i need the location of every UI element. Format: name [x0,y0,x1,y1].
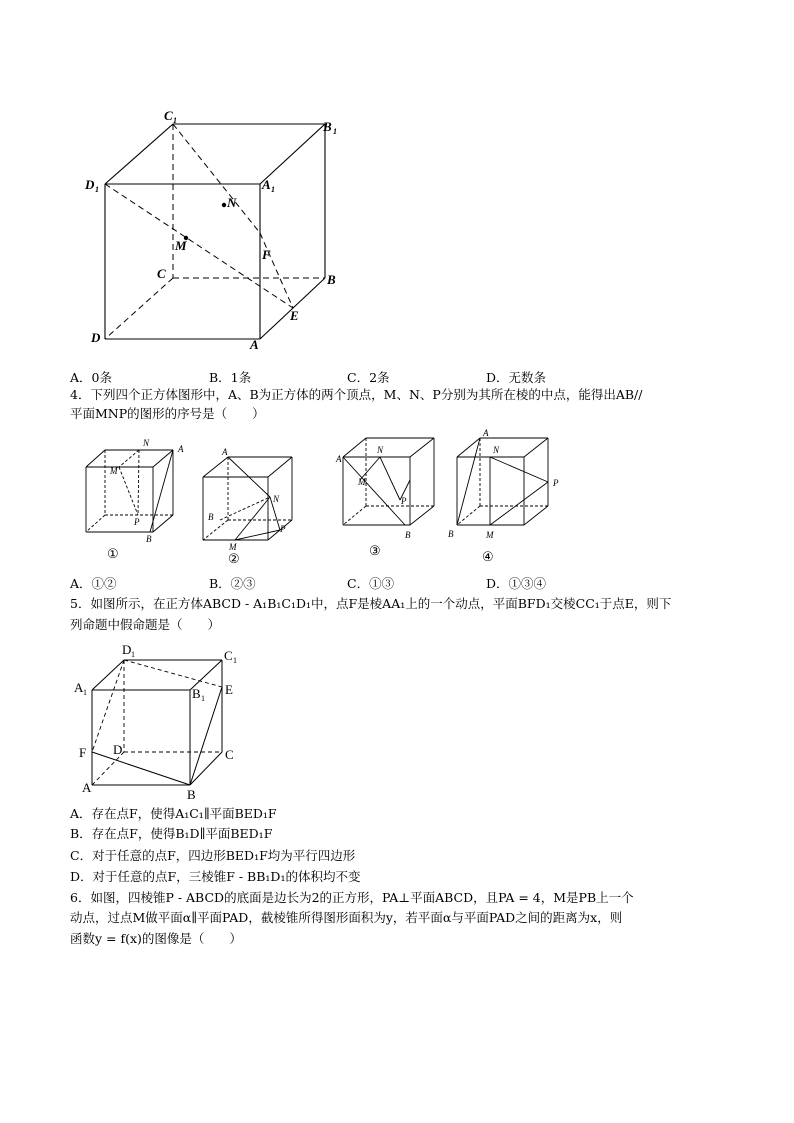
q5-label-D1: D [122,642,132,657]
q5-label-D: D [113,742,123,757]
q4-option-c[interactable]: C．①③ [347,576,395,591]
q3-label-A: A [250,337,259,352]
q3-label-B1: B [323,119,332,134]
q3-label-B: B [327,272,336,287]
q5-cube-figure [0,635,300,805]
svg-text:P: P [134,517,140,527]
svg-text:1: 1 [233,656,237,665]
q4-fig-num-3: ③ [369,543,381,558]
q4-figures [0,420,794,570]
q3-label-D1: D [85,177,95,192]
q5-label-A1: A [74,680,84,695]
q5-label-E: E [225,682,233,697]
q3-label-N: N [227,195,237,210]
q5-label-B: B [187,787,196,802]
svg-text:1: 1 [173,116,177,125]
q5-option-c[interactable]: C．对于任意的点F，四边形BED₁F均为平行四边形 [70,848,356,863]
q3-label-E: E [290,308,299,323]
svg-text:P: P [280,524,286,534]
q5-label-C: C [225,747,234,762]
q4-fig-num-4: ④ [482,549,494,564]
q5-option-a[interactable]: A．存在点F，使得A₁C₁∥平面BED₁F [70,806,277,821]
q4-option-d[interactable]: D．①③④ [486,576,547,591]
q5-stem-line2: 列命题中假命题是（ ） [70,617,221,632]
q5-label-C1: C [224,648,233,663]
svg-text:A: A [222,447,228,457]
svg-text:1: 1 [333,127,337,136]
q5-option-b[interactable]: B．存在点F，使得B₁D∥平面BED₁F [70,826,273,841]
svg-text:P: P [553,478,559,488]
q4-fig-num-1: ① [107,546,119,561]
svg-text:1: 1 [201,694,205,703]
q3-option-a[interactable]: A．0条 [70,370,112,385]
q3-label-A1: A [262,177,271,192]
svg-text:P: P [401,496,407,506]
q5-label-A: A [82,780,92,795]
svg-text:1: 1 [83,688,87,697]
q5-stem-line1: 5．如图所示，在正方体ABCD - A₁B₁C₁D₁中，点F是棱AA₁上的一个动点，平面BFD₁交棱CC₁于点E，则下 [70,596,672,611]
q4-option-b[interactable]: B．②③ [209,576,256,591]
q4-option-a[interactable]: A．①② [70,576,117,591]
q5-label-F: F [79,745,87,760]
q6-stem-line3: 函数y = f(x)的图像是（ ） [70,931,242,946]
q5-label-B1: B [192,686,201,701]
svg-text:M: M [229,542,237,552]
svg-text:B: B [208,512,214,522]
svg-text:1: 1 [271,185,275,194]
svg-text:1: 1 [95,185,99,194]
q3-option-c[interactable]: C．2条 [347,370,390,385]
q3-label-C: C [157,266,166,281]
q3-option-b[interactable]: B．1条 [209,370,252,385]
svg-text:A: A [178,444,184,454]
q3-label-F: F [262,247,271,262]
q4-stem-line2: 平面MNP的图形的序号是（ ） [70,406,265,421]
q3-option-d[interactable]: D．无数条 [486,370,547,385]
svg-text:M: M [110,466,118,476]
q3-label-M: M [175,238,187,253]
svg-text:N: N [143,438,150,448]
svg-text:B: B [405,530,411,540]
svg-text:B: B [146,534,152,544]
q5-option-d[interactable]: D．对于任意的点F，三棱锥F - BB₁D₁的体积均不变 [70,869,361,884]
svg-text:M: M [358,477,366,487]
svg-text:N: N [493,445,500,455]
svg-text:A: A [336,454,342,464]
q3-cube-figure [0,0,794,370]
q4-fig-num-2: ② [228,551,240,566]
svg-text:1: 1 [131,650,135,659]
q6-stem-line2: 动点，过点M做平面α∥平面PAD，截棱锥所得图形面积为y，若平面α与平面PAD之间的距离为x，则 [70,910,623,925]
q6-stem-line1: 6．如图，四棱锥P - ABCD的底面是边长为2的正方形，PA⊥平面ABCD，且PA = 4，M是PB上一个 [70,890,634,905]
svg-text:N: N [273,494,280,504]
svg-text:A: A [483,428,489,438]
svg-text:M: M [486,530,494,540]
q4-stem-line1: 4．下列四个正方体图形中，A、B为正方体的两个顶点，M、N、P分别为其所在棱的中点，能得出AB// [70,387,643,402]
q3-label-D: D [91,330,101,345]
svg-text:B: B [448,529,454,539]
q3-label-C1: C [164,108,173,123]
svg-text:N: N [377,445,384,455]
